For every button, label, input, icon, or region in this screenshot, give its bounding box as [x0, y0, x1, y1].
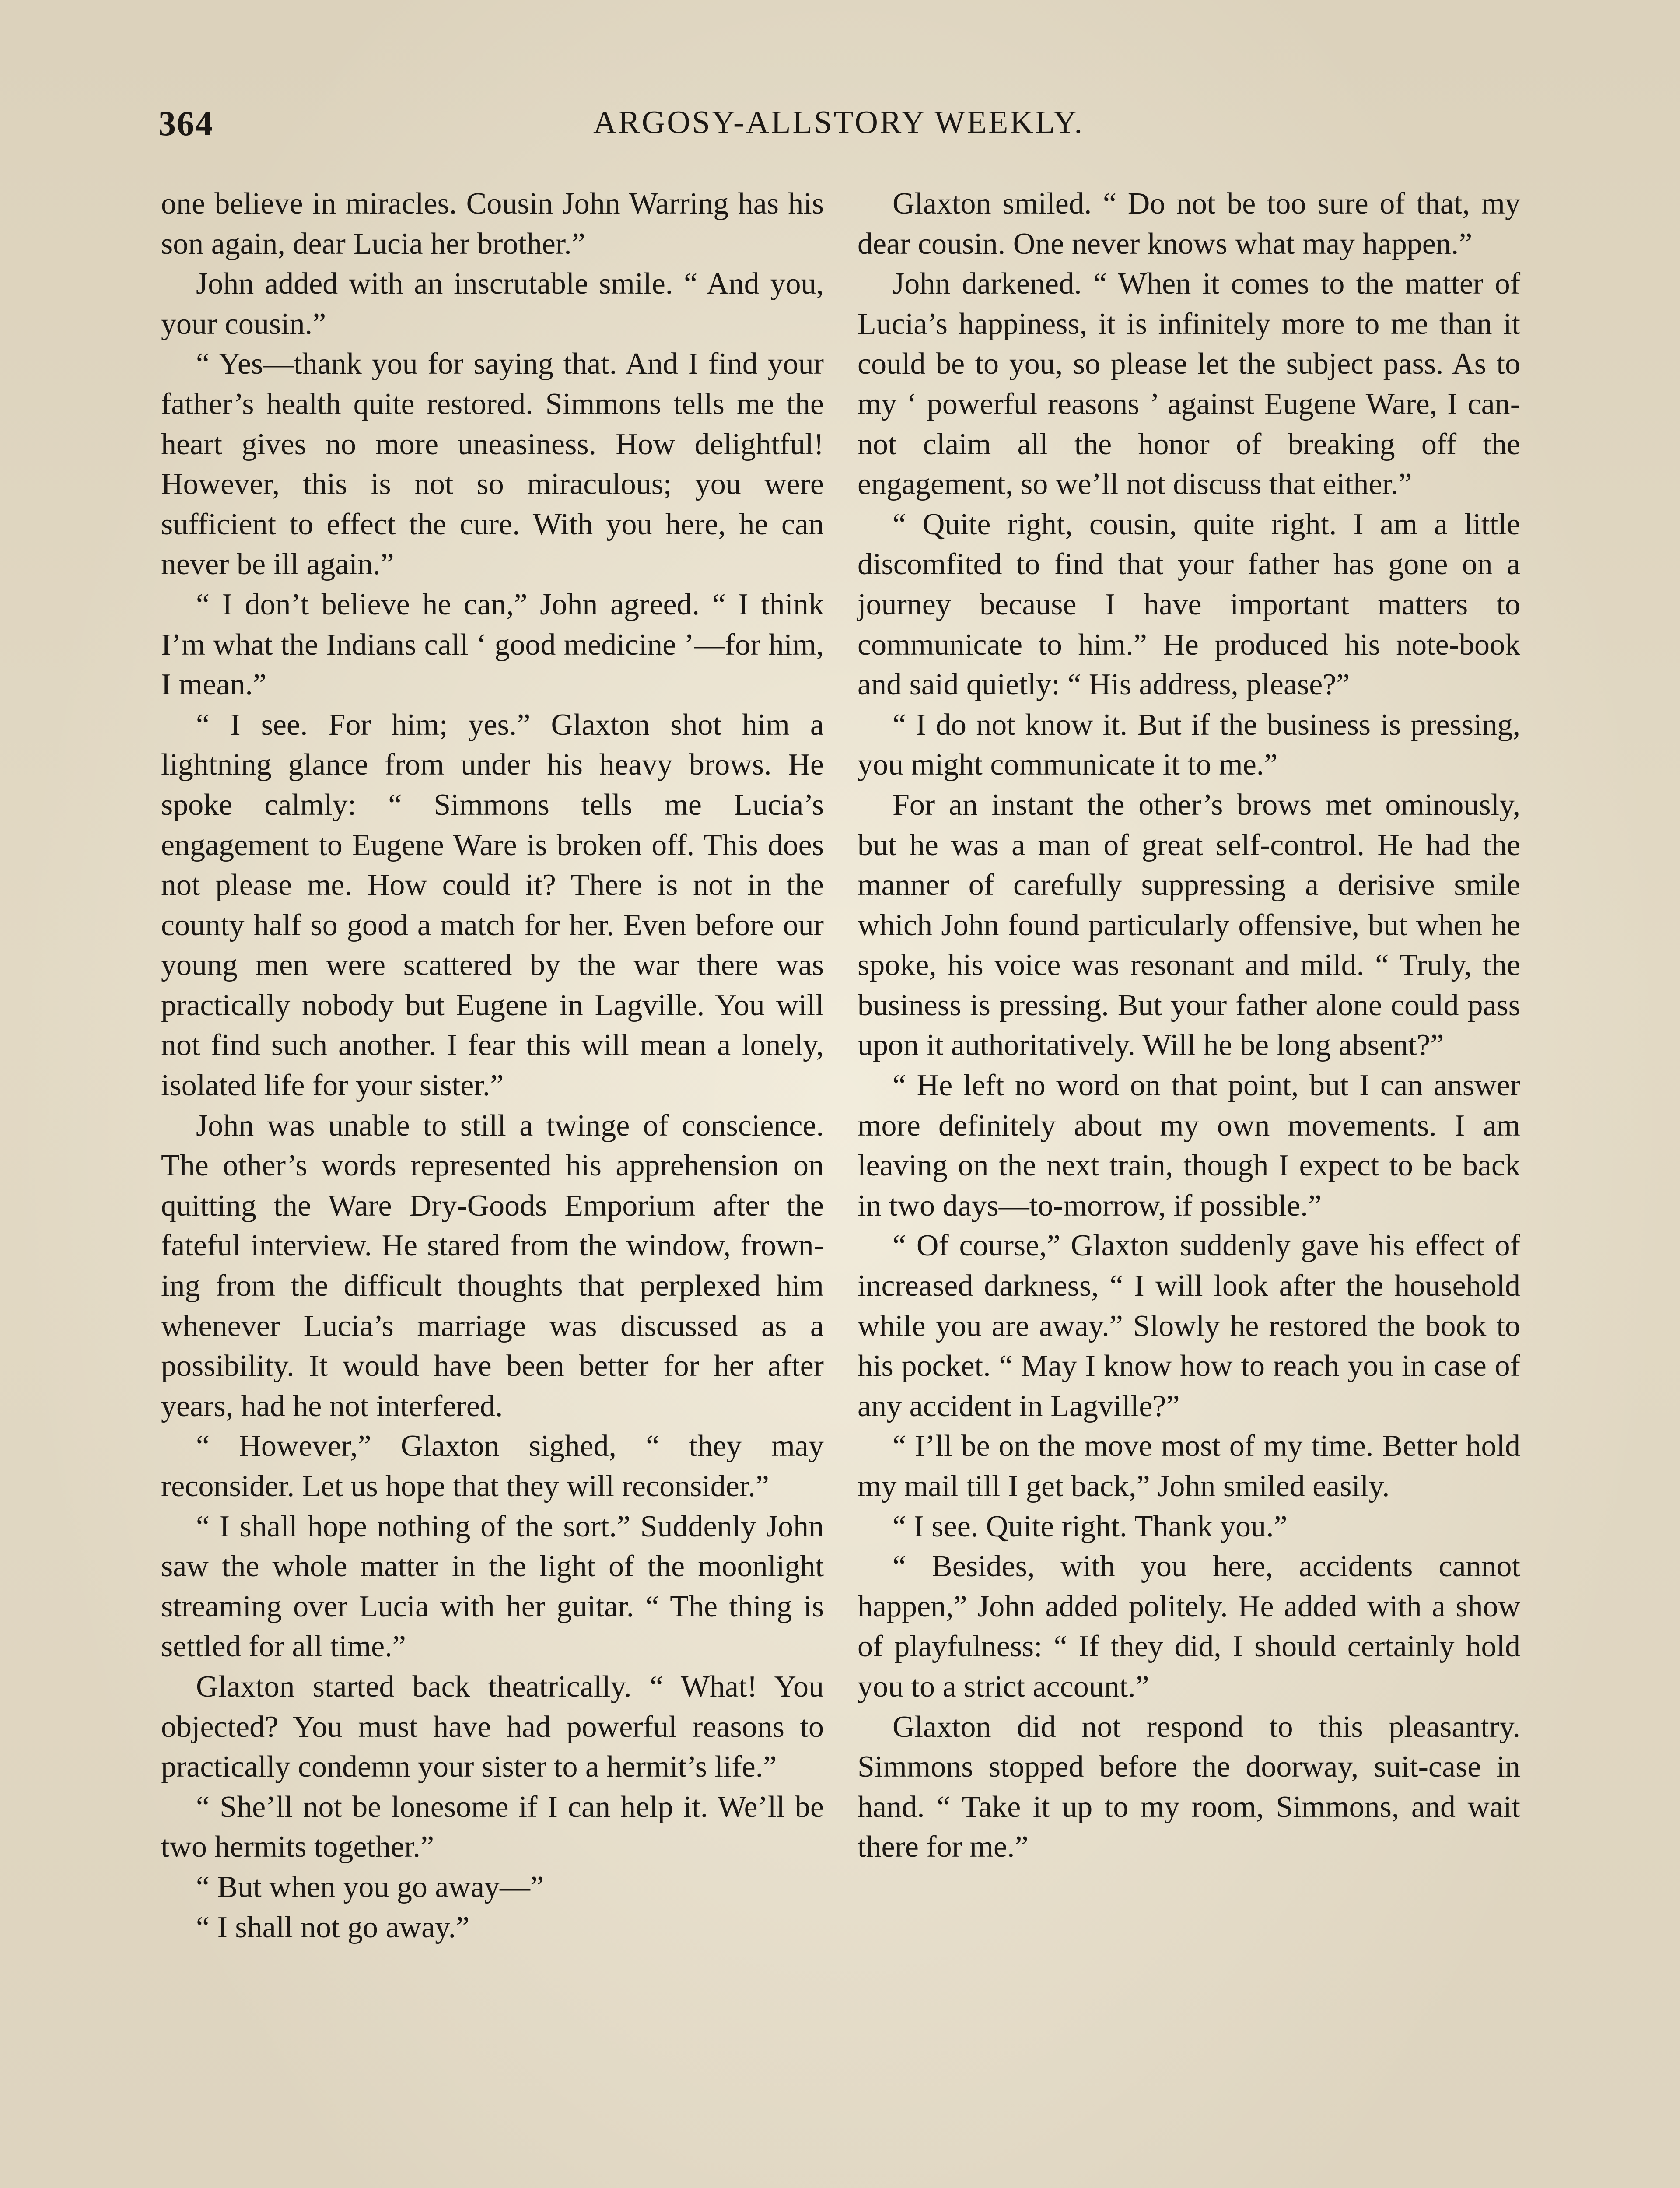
- page-number: 364: [158, 105, 214, 143]
- paragraph: “ I see. For him; yes.” Glaxton shot him a lightning glance from under his heavy brows. He spoke calmly: “ Simmons tells me Lucia’s engagement to Eugene Ware is broken off. This does not please me. How could it? There is not in the county half so good a match for her. Even before our young men were scattered by the war there was practically nobody but Eugene in Lagville. You will not find such another. I fear this will mean a lonely, isolated life for your sister.”: [161, 708, 824, 1103]
- paragraph: Glaxton smiled. “ Do not be too sure of that, my dear cousin. One never knows what may happen.”: [858, 187, 1520, 261]
- paragraph: “ Quite right, cousin, quite right. I am a little discomfited to find that your father has gone on a journey because I have important matters to communicate to him.” He produced his note-book and said quietly: “ His address, please?”: [858, 507, 1520, 702]
- paragraph: one believe in miracles. Cousin John Warring has his son again, dear Lucia her brother.”: [161, 187, 824, 261]
- paragraph: “ I shall not go away.”: [196, 1910, 470, 1944]
- paragraph: “ Yes—thank you for saying that. And I find your father’s health quite restored. Simmons tells me the heart gives no more uneasiness. How delightful! However, this is not so miraculous; you were sufficient to effect the cure. With you here, he can never be ill again.”: [161, 347, 824, 582]
- paragraph: “ She’ll not be lonesome if I can help it. We’ll be two hermits together.”: [161, 1790, 824, 1864]
- page-header: [158, 104, 1519, 157]
- paragraph: “ I’ll be on the move most of my time. Better hold my mail till I get back,” John smiled easily.: [858, 1429, 1520, 1503]
- paragraph: “ Besides, with you here, accidents cannot happen,” John added politely. He added with a show of playfulness: “ If they did, I should certainly hold you to a strict account.”: [858, 1550, 1520, 1704]
- text-column-right: [858, 184, 1520, 1867]
- running-head-title: ARGOSY-ALLSTORY WEEKLY.: [593, 105, 1085, 140]
- paragraph: “ I see. Quite right. Thank you.”: [892, 1509, 1288, 1543]
- paragraph: “ But when you go away—”: [196, 1870, 544, 1904]
- paragraph: “ I do not know it. But if the business is pressing, you might communicate it to me.”: [858, 708, 1520, 782]
- paragraph: For an instant the other’s brows met ominously, but he was a man of great self-control. He had the manner of carefully suppressing a derisive smile which John found particularly offensive, but when he spoke, his voice was resonant and mild. “ Truly, the business is pressing. But your father alone could pass upon it authoritatively. Will he be long absent?”: [858, 788, 1520, 1062]
- paragraph: John added with an inscrutable smile. “ And you, your cousin.”: [161, 267, 824, 341]
- paragraph: John was unable to still a twinge of conscience. The other’s words represented his apprehension on quitting the Ware Dry-Goods Emporium after the fateful interview. He stared from the window, frowning from the difficult thoughts that perplexed him whenever Lucia’s marriage was discussed as a possibility. It would have been better for her after years, had he not interfered.: [161, 1108, 824, 1423]
- paragraph: “ I shall hope nothing of the sort.” Suddenly John saw the whole matter in the light of the moonlight streaming over Lucia with her guitar. “ The thing is settled for all time.”: [161, 1509, 824, 1664]
- paragraph: John darkened. “ When it comes to the matter of Lucia’s happiness, it is infinitely more to me than it could be to you, so please let the subject pass. As to my ‘ powerful reasons ’ against Eugene Ware, I cannot claim all the honor of breaking off the engagement, so we’ll not discuss that either.”: [858, 267, 1520, 501]
- text-column-left: [161, 184, 824, 1947]
- paragraph: “ He left no word on that point, but I can answer more definitely about my own movements. I am leaving on the next train, though I expect to be back in two days—to-morrow, if possible.”: [858, 1069, 1520, 1223]
- paragraph: Glaxton did not respond to this pleasantry. Simmons stopped before the doorway, suit-case in hand. “ Take it up to my room, Simmons, and wait there for me.”: [858, 1710, 1520, 1864]
- paragraph: “ However,” Glaxton sighed, “ they may reconsider. Let us hope that they will reconsider.”: [161, 1429, 824, 1503]
- paragraph: “ Of course,” Glaxton suddenly gave his effect of increased darkness, “ I will look after the household while you are away.” Slowly he restored the book to his pocket. “ May I know how to reach you in case of any accident in Lagville?”: [858, 1229, 1520, 1423]
- paragraph: “ I don’t believe he can,” John agreed. “ I think I’m what the Indians call ‘ good medicine ’—for him, I mean.”: [161, 587, 824, 702]
- paragraph: Glaxton started back theatrically. “ What! You objected? You must have had powerful reasons to practically condemn your sister to a hermit’s life.”: [161, 1669, 824, 1784]
